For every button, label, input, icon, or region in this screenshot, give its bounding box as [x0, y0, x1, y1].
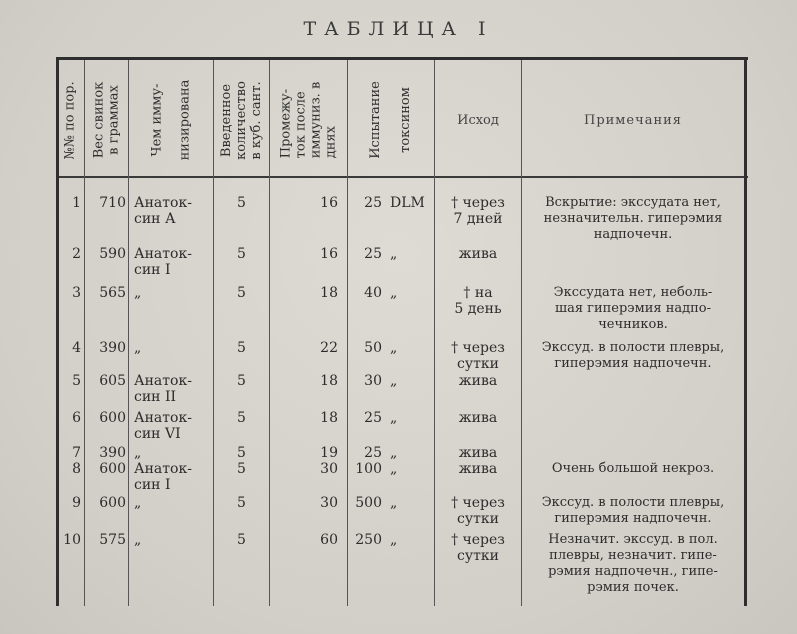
cell-test: 250 [355, 532, 382, 548]
cell-weight: 390 [99, 340, 126, 356]
cell-immun-line: „ [134, 532, 142, 548]
header-interval-line: иммуниз. в [308, 81, 324, 159]
cell-unit: „ [390, 495, 398, 511]
cell-weight: 710 [99, 195, 126, 211]
cell-immun-line: Анаток- [134, 195, 192, 211]
cell-immun-line: „ [134, 285, 142, 301]
header-immunized-line: Чем имму- [149, 83, 164, 157]
cell-num: 10 [63, 532, 81, 548]
cell-immun [134, 340, 212, 356]
header-amount-line: Введенное [219, 83, 234, 157]
cell-outcome-line: жива [458, 373, 498, 389]
cell-immun-line: син А [134, 211, 176, 227]
cell-amount: 5 [237, 246, 246, 262]
cell-immun [134, 445, 212, 461]
cell-weight: 600 [99, 461, 126, 477]
cell-test: 25 [364, 246, 382, 262]
cell-immun-line: син I [134, 477, 171, 493]
cell-test: 50 [364, 340, 382, 356]
cell-immun [134, 285, 212, 301]
data-table [56, 57, 748, 606]
cell-amount: 5 [237, 495, 246, 511]
cell-outcome [435, 246, 521, 262]
cell-notes-line: Незначит. экссуд. в пол. [548, 532, 718, 547]
cell-immun-line: син I [134, 262, 171, 278]
cell-unit: „ [390, 532, 398, 548]
cell-outcome [435, 285, 521, 317]
cell-immun-line: Анаток- [134, 461, 192, 477]
cell-weight: 575 [99, 532, 126, 548]
cell-notes-line: Вскрытие: экссудата нет, [545, 195, 721, 210]
cell-outcome [435, 373, 521, 389]
cell-unit: „ [390, 461, 398, 477]
header-toxin-line: Испытание [368, 81, 383, 159]
cell-immun-line: Анаток- [134, 373, 192, 389]
cell-immun-line: Анаток- [134, 246, 192, 262]
cell-outcome-line: † через [451, 495, 505, 511]
cell-outcome-line: жива [458, 445, 498, 461]
cell-interval: 22 [320, 340, 338, 356]
header-interval-line: ток после [293, 91, 309, 159]
cell-notes-line: Экссуд. в полости плевры, [541, 495, 725, 510]
cell-unit: „ [390, 373, 398, 389]
cell-amount: 5 [237, 532, 246, 548]
cell-outcome [435, 340, 521, 372]
cell-immun [134, 410, 212, 442]
cell-notes [524, 195, 742, 243]
cell-immun [134, 246, 212, 278]
cell-weight: 590 [99, 246, 126, 262]
cell-num: 9 [72, 495, 81, 511]
cell-notes-line: гиперэмия надпочечн. [554, 356, 712, 371]
cell-unit: „ [390, 410, 398, 426]
header-outcome-text: Исход [457, 112, 499, 128]
header-interval-line: Промежу- [278, 88, 294, 159]
cell-num: 3 [72, 285, 81, 301]
cell-test: 40 [364, 285, 382, 301]
header-outcome [435, 70, 521, 170]
cell-notes-line: плевры, незначит. гипе- [549, 548, 717, 563]
cell-interval: 60 [320, 532, 338, 548]
cell-outcome [435, 461, 521, 477]
cell-notes-line: надпочечн. [593, 227, 673, 242]
cell-unit: „ [390, 285, 398, 301]
cell-outcome-line: † на [463, 285, 493, 301]
cell-notes-line: рэмия надпочечн., гипе- [548, 564, 718, 579]
cell-num: 5 [72, 373, 81, 389]
header-interval [270, 70, 347, 170]
cell-immun [134, 373, 212, 405]
header-weight-line: в граммах [106, 85, 122, 155]
cell-interval: 18 [320, 373, 338, 389]
cell-immun [134, 195, 212, 227]
cell-amount: 5 [237, 461, 246, 477]
cell-outcome-line: † через [451, 195, 505, 211]
cell-notes-line: Очень большой некроз. [551, 461, 715, 476]
cell-notes-line: незначительн. гиперэмия [543, 211, 723, 226]
cell-unit: DLM [390, 195, 425, 211]
cell-weight: 600 [99, 410, 126, 426]
cell-immun-line: „ [134, 445, 142, 461]
cell-weight: 390 [99, 445, 126, 461]
cell-test: 100 [355, 461, 382, 477]
cell-weight: 565 [99, 285, 126, 301]
cell-outcome-line: жива [458, 410, 498, 426]
cell-num: 2 [72, 246, 81, 262]
cell-outcome-line: † через [451, 340, 505, 356]
cell-outcome [435, 445, 521, 461]
cell-amount: 5 [237, 285, 246, 301]
cell-notes-line: шая гиперэмия надпо- [554, 301, 712, 316]
cell-notes [524, 495, 742, 527]
cell-weight: 600 [99, 495, 126, 511]
cell-amount: 5 [237, 445, 246, 461]
header-immunized-line: низирована [177, 79, 192, 161]
cell-interval: 16 [320, 246, 338, 262]
cell-interval: 18 [320, 410, 338, 426]
header-num [57, 70, 84, 170]
cell-test: 30 [364, 373, 382, 389]
cell-notes-line: Экссуд. в полости плевры, [541, 340, 725, 355]
cell-notes [524, 532, 742, 596]
header-notes-text: Примечания [583, 112, 682, 128]
cell-weight: 605 [99, 373, 126, 389]
cell-immun [134, 532, 212, 548]
header-toxin-line: токсином [398, 87, 413, 153]
cell-outcome-line: † через [451, 532, 505, 548]
cell-outcome-line: сутки [457, 356, 499, 372]
cell-interval: 18 [320, 285, 338, 301]
cell-num: 8 [72, 461, 81, 477]
cell-outcome-line: сутки [457, 511, 499, 527]
cell-outcome-line: жива [458, 246, 498, 262]
cell-amount: 5 [237, 195, 246, 211]
cell-outcome [435, 532, 521, 564]
cell-num: 1 [72, 195, 81, 211]
header-toxin-test [348, 70, 434, 170]
table-title: ТАБЛИЦА I [303, 18, 494, 40]
cell-outcome-line: сутки [457, 548, 499, 564]
cell-interval: 30 [320, 495, 338, 511]
cell-interval: 19 [320, 445, 338, 461]
cell-notes [524, 340, 742, 372]
header-interval-line: днях [323, 126, 339, 159]
header-amount-line: в куб. сант. [249, 80, 264, 160]
table-right-border [744, 60, 747, 606]
cell-outcome-line: 7 дней [453, 211, 503, 227]
cell-amount: 5 [237, 410, 246, 426]
header-notes [522, 70, 744, 170]
cell-num: 7 [72, 445, 81, 461]
cell-notes [524, 461, 742, 477]
cell-immun-line: син II [134, 389, 177, 405]
cell-num: 6 [72, 410, 81, 426]
cell-unit: „ [390, 340, 398, 356]
header-divider [56, 176, 748, 178]
header-num-text: №№ по пор. [63, 80, 78, 160]
cell-immun-line: Анаток- [134, 410, 192, 426]
cell-immun [134, 461, 212, 493]
header-weight [85, 70, 128, 170]
cell-test: 25 [364, 445, 382, 461]
header-amount-line: количество [234, 80, 249, 160]
cell-unit: „ [390, 445, 398, 461]
cell-test: 500 [355, 495, 382, 511]
cell-immun-line: „ [134, 495, 142, 511]
cell-amount: 5 [237, 373, 246, 389]
cell-outcome [435, 495, 521, 527]
cell-unit: „ [390, 246, 398, 262]
cell-outcome [435, 410, 521, 426]
cell-interval: 16 [320, 195, 338, 211]
cell-test: 25 [364, 195, 382, 211]
cell-immun-line: „ [134, 340, 142, 356]
cell-notes-line: гиперэмия надпочечн. [554, 511, 712, 526]
cell-interval: 30 [320, 461, 338, 477]
cell-notes-line: чечников. [598, 317, 668, 332]
cell-outcome-line: жива [458, 461, 498, 477]
cell-notes [524, 285, 742, 333]
cell-outcome [435, 195, 521, 227]
cell-notes-line: рэмия почек. [587, 580, 679, 595]
cell-immun [134, 495, 212, 511]
cell-notes-line: Экссудата нет, неболь- [553, 285, 713, 300]
cell-test: 25 [364, 410, 382, 426]
cell-outcome-line: 5 день [454, 301, 502, 317]
header-amount [214, 70, 269, 170]
cell-num: 4 [72, 340, 81, 356]
cell-amount: 5 [237, 340, 246, 356]
cell-immun-line: син VI [134, 426, 181, 442]
header-immunized [129, 70, 213, 170]
header-weight-line: Вес свинок [91, 81, 107, 159]
